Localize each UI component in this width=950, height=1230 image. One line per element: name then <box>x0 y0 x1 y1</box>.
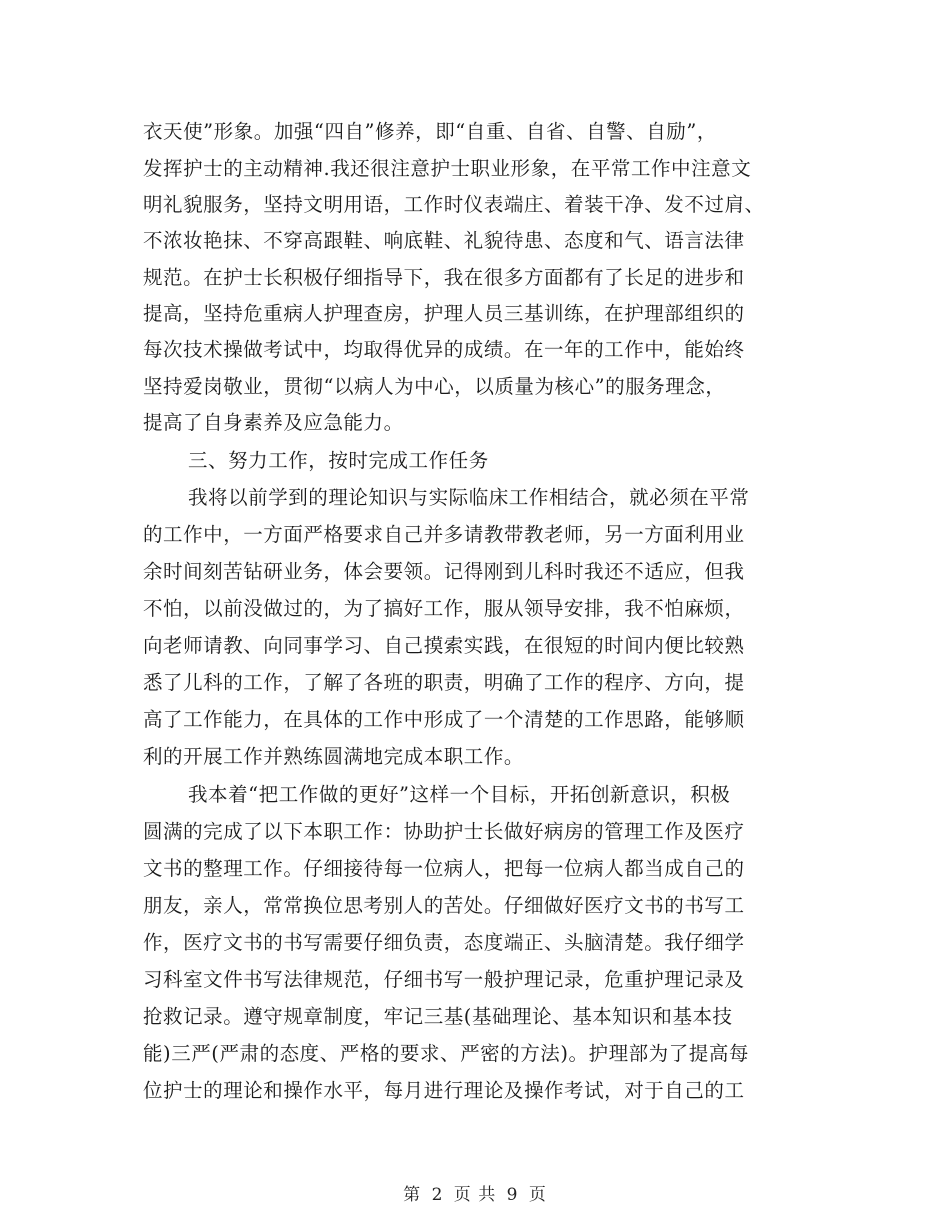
text-line: 我将以前学到的理论知识与实际临床工作相结合，就必须在平常 <box>188 486 750 509</box>
text-line: 衣天使”形象。加强“四自”修养，即“自重、自省、自警、自励”， <box>143 120 717 143</box>
text-line: 规范。在护士长积极仔细指导下，我在很多方面都有了长足的进步和 <box>143 266 745 289</box>
text-line: 明礼貌服务，坚持文明用语，工作时仪表端庄、着装干净、发不过肩、 <box>143 193 765 216</box>
text-line: 坚持爱岗敬业，贯彻“以病人为中心，以质量为核心”的服务理念， <box>143 375 726 398</box>
page-footer <box>0 1184 950 1206</box>
text-line: 不浓妆艳抹、不穿高跟鞋、响底鞋、礼貌待患、态度和气、语言法律 <box>143 229 745 252</box>
text-line: 习科室文件书写法律规范，仔细书写一般护理记录，危重护理记录及 <box>143 968 745 991</box>
text-line: 圆满的完成了以下本职工作：协助护士长做好病房的管理工作及医疗 <box>143 820 745 843</box>
text-line: 利的开展工作并熟练圆满地完成本职工作。 <box>143 745 524 768</box>
text-line: 位护士的理论和操作水平，每月进行理论及操作考试，对于自己的工 <box>143 1079 745 1102</box>
text-line: 发挥护士的主动精神.我还很注意护士职业形象，在平常工作中注意文 <box>143 157 752 180</box>
text-line: 提高了自身素养及应急能力。 <box>143 411 404 434</box>
text-line: 我本着“把工作做的更好”这样一个目标，开拓创新意识，积极 <box>188 783 731 806</box>
text-line: 高了工作能力，在具体的工作中形成了一个清楚的工作思路，能够顺 <box>143 708 745 731</box>
text-line: 的工作中，一方面严格要求自己并多请教带教老师，另一方面利用业 <box>143 523 745 546</box>
text-line: 能)三严(严肃的态度、严格的要求、严密的方法)。护理部为了提高每 <box>143 1042 749 1065</box>
current-page-number: 2 <box>431 1185 444 1205</box>
text-line: 文书的整理工作。仔细接待每一位病人，把每一位病人都当成自己的 <box>143 857 745 880</box>
text-line: 抢救记录。遵守规章制度，牢记三基(基础理论、基本知识和基本技 <box>143 1005 733 1028</box>
section-heading: 三、努力工作，按时完成工作任务 <box>188 449 489 472</box>
footer-suffix: 页 <box>528 1185 547 1205</box>
text-line: 提高，坚持危重病人护理查房，护理人员三基训练，在护理部组织的 <box>143 302 745 325</box>
text-line: 朋友，亲人，常常换位思考别人的苦处。仔细做好医疗文书的书写工 <box>143 894 745 917</box>
text-line: 余时间刻苦钻研业务，体会要领。记得刚到儿科时我还不适应，但我 <box>143 560 745 583</box>
text-line: 每次技术操做考试中，均取得优异的成绩。在一年的工作中，能始终 <box>143 338 745 361</box>
footer-middle: 页 共 <box>453 1185 497 1205</box>
footer-prefix: 第 <box>403 1185 422 1205</box>
text-line: 向老师请教、向同事学习、自己摸索实践，在很短的时间内便比较熟 <box>143 634 745 657</box>
total-page-count: 9 <box>506 1185 519 1205</box>
text-line: 不怕，以前没做过的，为了搞好工作，服从领导安排，我不怕麻烦， <box>143 597 745 620</box>
text-line: 悉了儿科的工作，了解了各班的职责，明确了工作的程序、方向，提 <box>143 671 745 694</box>
text-line: 作，医疗文书的书写需要仔细负责，态度端正、头脑清楚。我仔细学 <box>143 931 745 954</box>
